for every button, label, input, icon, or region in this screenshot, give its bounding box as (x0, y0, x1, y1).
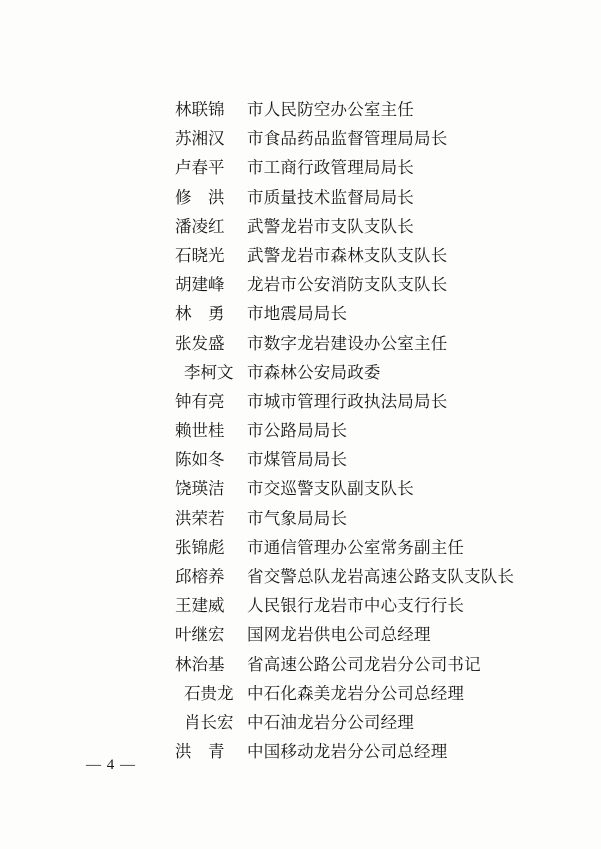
entry-name: 赖世桂 (175, 421, 225, 441)
roster-entry (175, 96, 575, 125)
entry-title: 市数字龙岩建设办公室主任 (247, 333, 448, 353)
entry-name: 王建威 (175, 596, 225, 616)
entry-title: 市交巡警支队副支队长 (247, 479, 414, 499)
roster-entry (175, 125, 575, 154)
entry-name: 邱榕养 (175, 567, 225, 586)
roster-entry (175, 709, 575, 738)
roster-entry (175, 446, 575, 475)
roster-entry (175, 621, 575, 650)
entry-title: 武警龙岩市森林支队支队长 (247, 245, 448, 265)
page-number: — 4 — (86, 757, 136, 773)
entry-title: 市气象局局长 (247, 508, 348, 528)
entry-name: 肖长宏 (184, 712, 234, 732)
entry-name: 石晓光 (175, 245, 225, 265)
roster-entry (175, 300, 575, 329)
roster-entry (175, 388, 575, 417)
entry-title: 中石油龙岩分公司经理 (247, 712, 414, 732)
entry-name: 苏湘汉 (175, 129, 225, 149)
entry-name: 卢春平 (175, 158, 225, 178)
entry-title: 市城市管理行政执法局局长 (247, 391, 448, 411)
entry-title: 市人民防空办公室主任 (247, 100, 414, 119)
entry-title: 市质量技术监督局局长 (247, 187, 414, 207)
entry-title: 市公路局局长 (247, 421, 348, 441)
entry-title: 市森林公安局政委 (247, 362, 381, 382)
entry-title: 省高速公路公司龙岩分公司书记 (247, 654, 481, 674)
roster-entry (175, 359, 575, 388)
roster-entry (175, 213, 575, 242)
entry-name: 修 洪 (175, 187, 225, 207)
entry-title: 省交警总队龙岩高速公路支队支队长 (247, 567, 515, 586)
entry-title: 市工商行政管理局局长 (247, 158, 414, 178)
entry-name: 张锦彪 (175, 537, 225, 557)
entry-title: 市煤管局局长 (247, 450, 348, 470)
entry-name: 潘凌红 (175, 216, 225, 236)
entry-name: 林联锦 (175, 100, 225, 119)
entry-name: 胡建峰 (175, 275, 225, 295)
roster-list (175, 96, 575, 767)
entry-title: 龙岩市公安消防支队支队长 (247, 275, 448, 295)
entry-title: 中国移动龙岩分公司总经理 (247, 742, 448, 762)
roster-entry (175, 475, 575, 504)
entry-title: 市地震局局长 (247, 304, 348, 324)
entry-title: 中石化森美龙岩分公司总经理 (247, 683, 465, 703)
roster-entry (175, 271, 575, 300)
entry-name: 林 勇 (175, 304, 225, 324)
entry-title: 武警龙岩市支队支队长 (247, 216, 414, 236)
entry-name: 李柯文 (184, 362, 234, 382)
entry-name: 叶继宏 (175, 625, 225, 645)
roster-entry (175, 738, 575, 767)
entry-name: 钟有亮 (175, 391, 225, 411)
roster-entry (175, 563, 575, 592)
roster-entry (175, 330, 575, 359)
roster-entry (175, 534, 575, 563)
entry-title: 人民银行龙岩市中心支行行长 (247, 596, 465, 616)
roster-entry (175, 184, 575, 213)
roster-entry (175, 154, 575, 183)
entry-title: 市通信管理办公室常务副主任 (247, 537, 465, 557)
entry-title: 国网龙岩供电公司总经理 (247, 625, 431, 645)
roster-entry (175, 505, 575, 534)
entry-name: 饶瑛洁 (175, 479, 225, 499)
roster-entry (175, 592, 575, 621)
roster-entry (175, 651, 575, 680)
entry-name: 林治基 (175, 654, 225, 674)
entry-title: 市食品药品监督管理局局长 (247, 129, 448, 149)
roster-entry (175, 680, 575, 709)
roster-entry (175, 242, 575, 271)
entry-name: 石贵龙 (184, 683, 234, 703)
entry-name: 洪荣若 (175, 508, 225, 528)
entry-name: 洪 青 (175, 742, 225, 762)
entry-name: 陈如冬 (175, 450, 225, 470)
roster-entry (175, 417, 575, 446)
entry-name: 张发盛 (175, 333, 225, 353)
